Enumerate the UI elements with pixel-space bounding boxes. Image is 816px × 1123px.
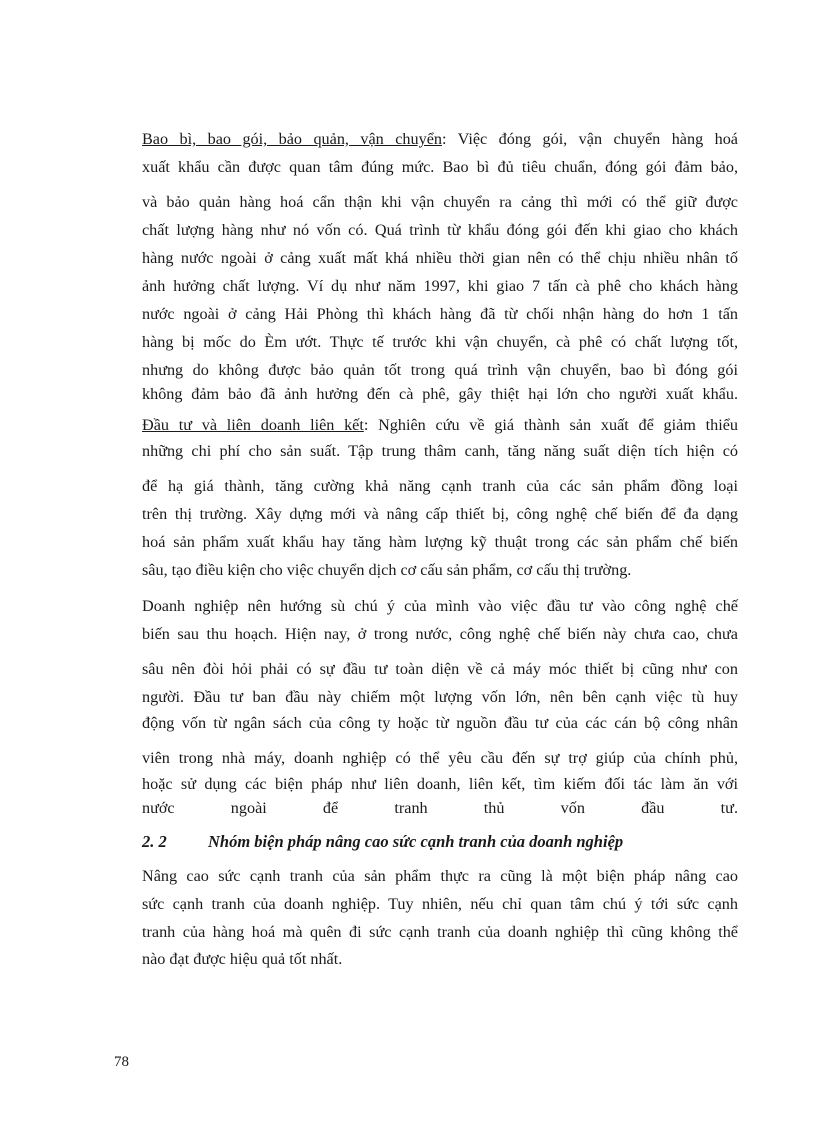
body-line: hoá sản phẩm xuất khẩu hay tăng hàm lượng kỹ thuật trong các sản phẩm chế biến: [142, 533, 738, 551]
body-line: nào đạt được hiệu quả tốt nhất.: [142, 950, 343, 968]
body-line: để hạ giá thành, tăng cường khả năng cạnh tranh của các sản phẩm đồng loại: [142, 477, 738, 495]
body-line: chất lượng hàng như nó vốn có. Quá trình từ khẩu đóng gói đến khi giao cho khách: [142, 221, 738, 239]
body-line: hàng nước ngoài ở cảng xuất mất khá nhiều thời gian nên có thể chịu nhiều nhân tố: [142, 249, 738, 267]
body-line: sức cạnh tranh của doanh nghiệp. Tuy nhiên, nếu chỉ quan tâm chú ý tới sức cạnh: [142, 895, 738, 913]
body-line: hoặc sử dụng các biện pháp như liên doanh, liên kết, tìm kiếm đối tác làm ăn với: [142, 775, 738, 793]
page-number: 78: [114, 1054, 129, 1070]
underlined-lead: Đầu tư và liên doanh liên kết: [142, 416, 364, 434]
body-line: Bao bì, bao gói, bảo quản, vận chuyển: Việc đóng gói, vận chuyển hàng hoá: [142, 130, 738, 148]
section-number: 2. 2: [142, 832, 167, 851]
body-line: tranh của hàng hoá mà quên đi sức cạnh tranh của doanh nghiệp thì cũng không thể: [142, 923, 738, 941]
body-line: nước ngoài ở cảng Hải Phòng thì khách hàng đã từ chối nhận hàng do hơn 1 tấn: [142, 305, 738, 323]
body-line: và bảo quản hàng hoá cẩn thận khi vận chuyển ra cảng thì mới có thể giữ được: [142, 193, 738, 211]
section-title: Nhóm biện pháp nâng cao sức cạnh tranh của doanh nghiệp: [208, 832, 624, 851]
body-line: sâu, tạo điều kiện cho việc chuyển dịch cơ cấu sản phẩm, cơ cấu thị trường.: [142, 561, 632, 579]
body-line: Nâng cao sức cạnh tranh của sản phẩm thực ra cũng là một biện pháp nâng cao: [142, 867, 738, 885]
underlined-lead: Bao bì, bao gói, bảo quản, vận chuyển: [142, 130, 442, 148]
body-line: xuất khẩu cần được quan tâm đúng mức. Bao bì đủ tiêu chuẩn, đóng gói đảm bảo,: [142, 158, 738, 176]
body-line: nhưng do không được bảo quản tốt trong quá trình vận chuyển, bao bì đóng gói: [142, 361, 738, 379]
body-line: Doanh nghiệp nên hướng sù chú ý của mình vào việc đầu tư vào công nghệ chế: [142, 597, 738, 615]
body-line: viên trong nhà máy, doanh nghiệp có thể yêu cầu đến sự trợ giúp của chính phủ,: [142, 749, 738, 767]
body-line: trên thị trường. Xây dựng mới và nâng cấp thiết bị, công nghệ chế biến để đa dạng: [142, 505, 738, 523]
body-line: hàng bị mốc do Èm ướt. Thực tế trước khi vận chuyển, cà phê có chất lượng tốt,: [142, 333, 738, 351]
section-heading: [142, 828, 738, 856]
body-line: sâu nên đòi hỏi phải có sự đầu tư toàn diện về cả máy móc thiết bị cũng như con: [142, 660, 738, 678]
body-line: động vốn từ ngân sách của công ty hoặc từ nguồn đầu tư của các cán bộ công nhân: [142, 714, 738, 732]
body-line: ảnh hưởng chất lượng. Ví dụ như năm 1997, khi giao 7 tấn cà phê cho khách hàng: [142, 277, 738, 295]
body-line: Đầu tư và liên doanh liên kết: Nghiên cứu về giá thành sản xuất để giảm thiểu: [142, 416, 738, 434]
body-line: không đảm bảo đã ảnh hưởng đến cà phê, gây thiệt hại lớn cho người xuất khẩu.: [142, 385, 738, 403]
body-line: người. Đầu tư ban đầu này chiếm một lượng vốn lớn, nên bên cạnh việc tù huy: [142, 688, 738, 706]
body-line: nước ngoài để tranh thủ vốn đầu tư.: [142, 799, 738, 817]
body-line: những chi phí cho sản suất. Tập trung thâm canh, tăng năng suất diện tích hiện có: [142, 442, 738, 460]
body-line: biến sau thu hoạch. Hiện nay, ở trong nước, công nghệ chế biến này chưa cao, chưa: [142, 625, 738, 643]
